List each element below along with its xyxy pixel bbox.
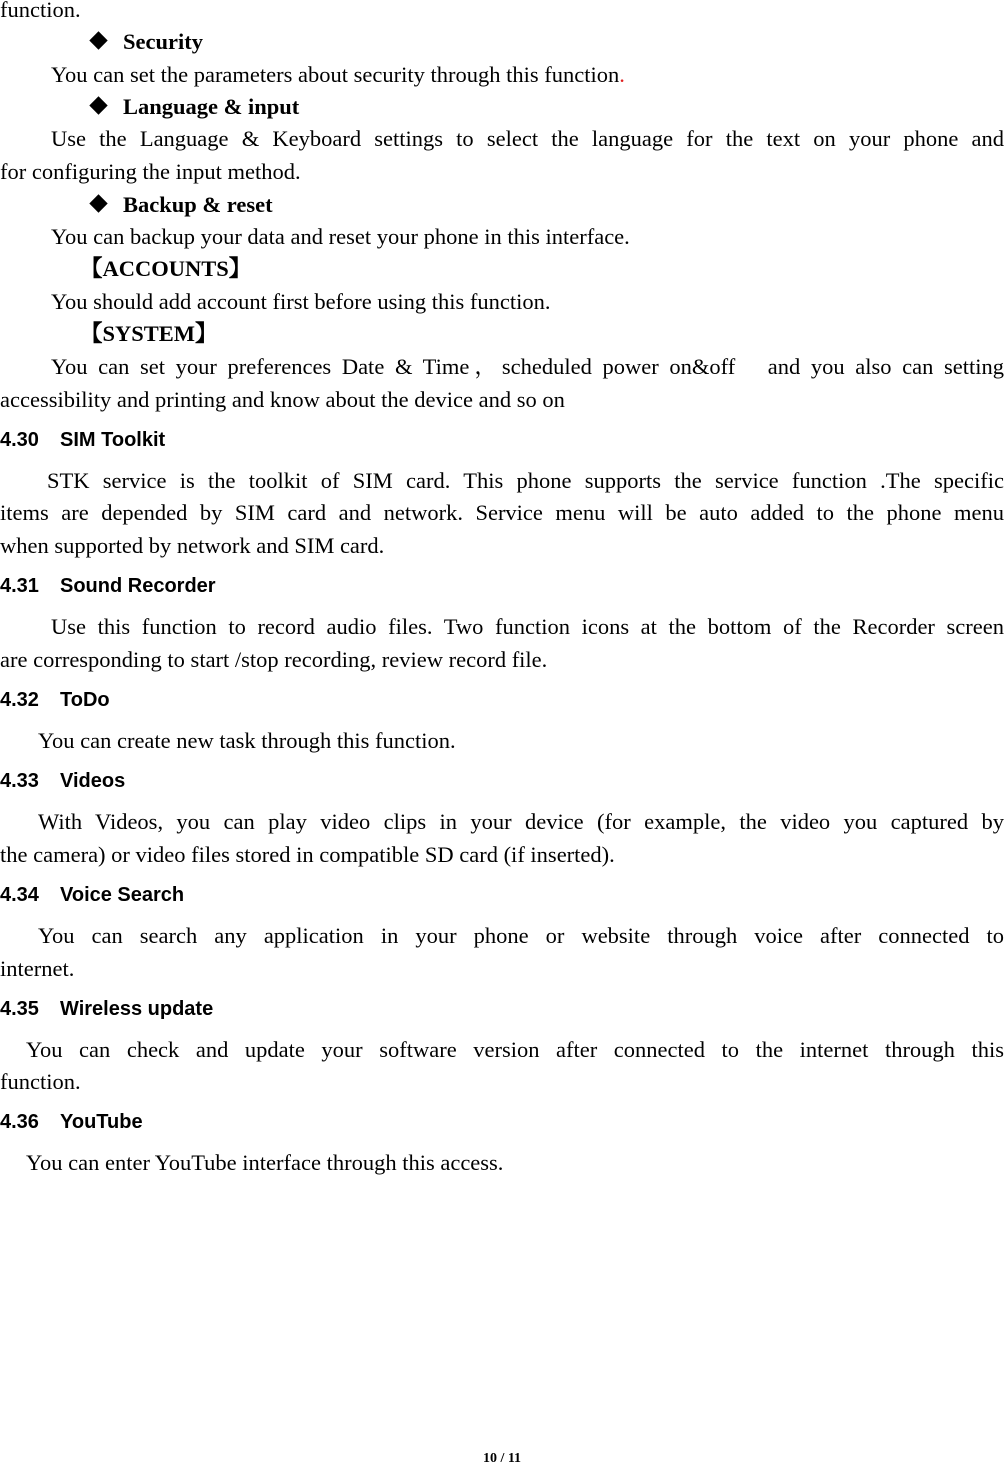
section-title: Voice Search [60,884,185,906]
section-heading [0,1109,143,1135]
section-title: YouTube [60,1111,143,1133]
paragraph-line: accessibility and printing and know about the device and so on [0,387,565,412]
diamond-icon [89,31,107,49]
section-number: 4.32 [0,689,39,711]
section-label-accounts: 【ACCOUNTS】 [80,256,252,281]
diamond-icon [89,194,107,212]
section-number: 4.35 [0,998,39,1020]
paragraph-line: internet. [0,956,75,981]
paragraph-line: You can search any application in your phone or website through voice after connected to [38,923,1004,948]
paragraph-text-end: . [619,62,625,87]
page-number: 10 / 11 [482,1451,522,1466]
section-heading [0,573,216,599]
diamond-icon [89,96,107,114]
section-number: 4.31 [0,575,39,597]
bullet-item-security [92,27,203,57]
section-title: Wireless update [60,998,214,1020]
section-title: SIM Toolkit [60,429,166,451]
section-number: 4.36 [0,1111,39,1133]
section-heading [0,687,110,713]
section-number: 4.33 [0,770,39,792]
paragraph-line [51,60,625,90]
paragraph-line: With Videos, you can play video clips in your device (for example, the video you captured by [38,809,1004,834]
paragraph-line: function. [0,1069,81,1094]
paragraph-line: You should add account first before using this function. [51,289,551,314]
bullet-title: Backup & reset [123,192,273,217]
paragraph-line: You can enter YouTube interface through this access. [26,1150,504,1175]
paragraph-line: You can backup your data and reset your phone in this interface. [51,224,630,249]
section-number: 4.30 [0,429,39,451]
paragraph-line: Use the Language & Keyboard settings to select the language for the text on your phone and [51,126,1004,151]
paragraph-line: for configuring the input method. [0,159,301,184]
paragraph-line: when supported by network and SIM card. [0,533,385,558]
section-title: Sound Recorder [60,575,216,597]
section-label-system: 【SYSTEM】 [80,321,218,346]
paragraph-line: You can create new task through this function. [38,728,456,753]
paragraph-line: You can set your preferences Date & Time，scheduled power on&off and you also can setting [51,354,1004,379]
bullet-title: Security [123,29,203,54]
paragraph-line: STK service is the toolkit of SIM card. This phone supports the service function .The specific [47,468,1004,493]
paragraph-text: You can set the parameters about security through this function [51,62,620,87]
section-heading [0,427,165,453]
bullet-title: Language & input [123,94,300,119]
paragraph-line: function. [0,0,81,22]
section-title: Videos [60,770,126,792]
paragraph-line: are corresponding to start /stop recording, review record file. [0,647,548,672]
bullet-item-language [92,92,299,122]
section-heading [0,882,184,908]
paragraph-line: You can check and update your software version after connected to the internet through this [26,1037,1004,1062]
paragraph-line: items are depended by SIM card and network. Service menu will be auto added to the phone menu [0,500,1004,525]
section-heading [0,996,213,1022]
section-number: 4.34 [0,884,39,906]
section-heading [0,768,125,794]
bullet-item-backup [92,190,273,220]
paragraph-line: the camera) or video files stored in compatible SD card (if inserted). [0,842,615,867]
paragraph-line: Use this function to record audio files. Two function icons at the bottom of the Recorder screen [51,614,1004,639]
section-title: ToDo [60,689,110,711]
